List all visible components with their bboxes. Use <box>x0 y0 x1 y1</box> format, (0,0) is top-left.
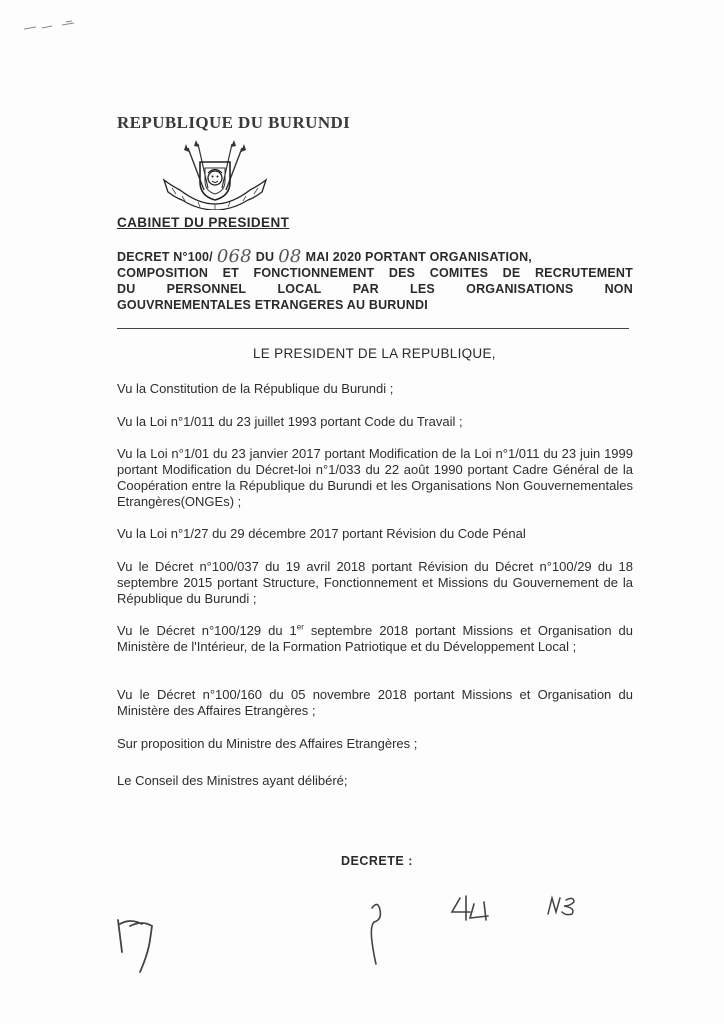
title-word: FONCTIONNEMENT <box>253 266 375 280</box>
interior-decree-sup: er <box>296 622 304 632</box>
decree-title <box>117 248 633 313</box>
title-word: PAR <box>352 282 379 296</box>
interior-decree-text-a: Vu le Décret n°100/129 du 1 <box>117 623 297 638</box>
consideration-government-decree: Vu le Décret n°100/037 du 19 avril 2018 portant Révision du Décret n°100/29 du 18 septembre 2015 portant Structure, Fonctionnement et Missions du Gouvernement de la République du Burundi ; <box>117 559 633 606</box>
interior-decree-text-b: septembre 2018 portant Missions et Organisation du Ministère de l'Intérieur, de la Formation Patriotique et du Développement Local ; <box>117 623 633 654</box>
consideration-constitution: Vu la Constitution de la République du Burundi ; <box>117 381 394 396</box>
title-word: DES <box>388 266 416 280</box>
decree-date-rest: MAI 2020 PORTANT ORGANISATION, <box>305 250 532 264</box>
title-word: COMITES <box>429 266 489 280</box>
title-word: LES <box>410 282 435 296</box>
consideration-interior-decree <box>117 623 633 655</box>
handwritten-day: 08 <box>278 246 302 267</box>
decree-title-line-2 <box>117 265 633 281</box>
title-word: RECRUTEMENT <box>534 266 633 280</box>
president-heading: LE PRESIDENT DE LA REPUBLIQUE, <box>253 346 496 361</box>
decrete-heading: DECRETE : <box>341 854 413 868</box>
title-word: ORGANISATIONS <box>466 282 574 296</box>
council-line: Le Conseil des Ministres ayant délibéré; <box>117 773 348 788</box>
title-word: NON <box>604 282 633 296</box>
scan-speck-icon <box>22 20 82 34</box>
decree-title-line-4: GOUVRNEMENTALES ETRANGERES AU BURUNDI <box>117 298 428 312</box>
consideration-foreign-affairs-decree: Vu le Décret n°100/160 du 05 novembre 2018 portant Missions et Organisation du Ministère des Affaires Etrangères ; <box>117 687 633 718</box>
cabinet-heading: CABINET DU PRESIDENT <box>117 215 290 230</box>
consideration-penal-code: Vu la Loi n°1/27 du 29 décembre 2017 portant Révision du Code Pénal <box>117 526 526 541</box>
decree-title-line-3 <box>117 281 633 297</box>
title-word: DE <box>502 266 521 280</box>
consideration-onge-law: Vu la Loi n°1/01 du 23 janvier 2017 portant Modification de la Loi n°1/011 du 23 juin 1999 portant Modification du Décret-loi n°1/033 du 22 août 1990 portant Cadre Général de la Coopération entre la République du Burundi et les Organisations Non Gouvernementales Etrangères(ONGEs) ; <box>117 446 633 509</box>
title-word: COMPOSITION <box>117 266 209 280</box>
title-word: DU <box>117 282 136 296</box>
title-word: PERSONNEL <box>166 282 247 296</box>
handwritten-decree-number: 068 <box>216 246 252 267</box>
proposal-line: Sur proposition du Ministre des Affaires Etrangères ; <box>117 736 418 751</box>
title-divider <box>117 328 629 329</box>
decree-title-line-1 <box>117 248 633 265</box>
consideration-labour-code: Vu la Loi n°1/011 du 23 juillet 1993 portant Code du Travail ; <box>117 414 463 429</box>
handwritten-initials-icon <box>0 890 724 980</box>
title-word: ET <box>222 266 239 280</box>
republic-heading: REPUBLIQUE DU BURUNDI <box>117 113 351 132</box>
decree-du: DU <box>255 250 275 264</box>
title-word: LOCAL <box>277 282 322 296</box>
coat-of-arms-icon <box>158 140 272 210</box>
decree-prefix: DECRET N°100/ <box>117 250 213 264</box>
